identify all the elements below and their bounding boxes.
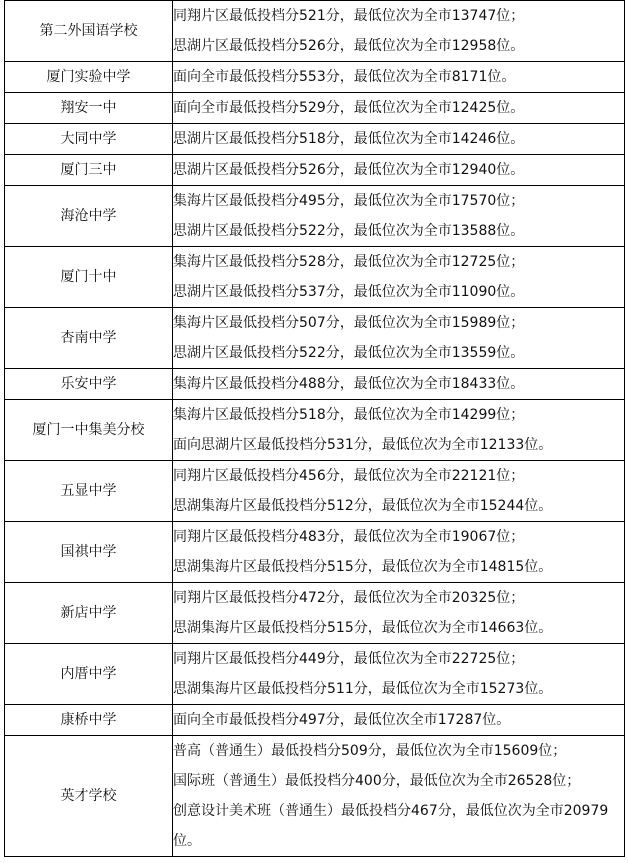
score-detail-cell [173, 93, 625, 124]
score-line: 思湖片区最低投档分518分，最低位次为全市14246位。 [173, 131, 525, 147]
score-line: 国际班（普通生）最低投档分400分，最低位次为全市26528位； [173, 773, 581, 789]
school-name-cell: 厦门实验中学 [5, 62, 173, 93]
score-detail-cell [173, 155, 625, 186]
score-line: 面向全市最低投档分497分，最低位次全市17287位。 [173, 712, 511, 728]
school-name-cell: 新店中学 [5, 583, 173, 644]
score-detail-cell [173, 1, 625, 62]
school-name-cell: 海沧中学 [5, 186, 173, 247]
score-line: 思湖片区最低投档分526分，最低位次为全市12940位。 [173, 162, 525, 178]
table-row [5, 124, 625, 155]
score-line: 思湖集海片区最低投档分515分，最低位次为全市14663位。 [173, 620, 553, 636]
table-row [5, 644, 625, 705]
score-line: 思湖集海片区最低投档分511分，最低位次为全市15273位。 [173, 681, 553, 697]
score-line: 集海片区最低投档分507分，最低位次为全市15989位； [173, 315, 525, 331]
score-line: 面向全市最低投档分529分，最低位次为全市12425位。 [173, 100, 525, 116]
school-name-cell: 国祺中学 [5, 522, 173, 583]
score-detail-cell [173, 644, 625, 705]
score-line: 同翔片区最低投档分456分，最低位次为全市22121位； [173, 468, 525, 484]
table-row [5, 705, 625, 736]
score-detail-cell [173, 705, 625, 736]
table-row [5, 308, 625, 369]
table-body [5, 1, 625, 857]
score-line: 创意设计美术班（普通生）最低投档分467分，最低位次为全市20979位。 [173, 803, 609, 849]
school-name-cell: 内厝中学 [5, 644, 173, 705]
score-line: 同翔片区最低投档分521分，最低位次为全市13747位； [173, 8, 525, 24]
score-detail-cell [173, 461, 625, 522]
school-name-cell: 第二外国语学校 [5, 1, 173, 62]
score-line: 同翔片区最低投档分472分，最低位次为全市20325位； [173, 590, 525, 606]
table-row [5, 1, 625, 62]
school-name-cell: 五显中学 [5, 461, 173, 522]
score-detail-cell [173, 400, 625, 461]
table-row [5, 461, 625, 522]
score-detail-cell [173, 186, 625, 247]
score-line: 普高（普通生）最低投档分509分，最低位次为全市15609位； [173, 743, 567, 759]
school-name-cell: 大同中学 [5, 124, 173, 155]
school-name-cell: 康桥中学 [5, 705, 173, 736]
school-name-cell: 乐安中学 [5, 369, 173, 400]
score-detail-cell [173, 124, 625, 155]
table-row [5, 62, 625, 93]
score-detail-cell [173, 369, 625, 400]
table-row [5, 400, 625, 461]
score-line: 集海片区最低投档分495分，最低位次为全市17570位； [173, 193, 525, 209]
school-name-cell: 厦门三中 [5, 155, 173, 186]
score-line: 集海片区最低投档分528分，最低位次为全市12725位； [173, 254, 525, 270]
score-line: 同翔片区最低投档分449分，最低位次为全市22725位； [173, 651, 525, 667]
score-line: 同翔片区最低投档分483分，最低位次为全市19067位； [173, 529, 525, 545]
score-line: 面向思湖片区最低投档分531分，最低位次为全市12133位。 [173, 437, 553, 453]
school-name-cell: 翔安一中 [5, 93, 173, 124]
score-line: 面向全市最低投档分553分，最低位次为全市8171位。 [173, 69, 516, 85]
school-name-cell: 英才学校 [5, 736, 173, 857]
score-detail-cell [173, 583, 625, 644]
score-line: 思湖集海片区最低投档分512分，最低位次为全市15244位。 [173, 498, 553, 514]
score-line: 思湖集海片区最低投档分515分，最低位次为全市14815位。 [173, 559, 553, 575]
table-row [5, 186, 625, 247]
score-detail-cell [173, 522, 625, 583]
score-detail-cell [173, 736, 625, 857]
score-line: 思湖片区最低投档分522分，最低位次为全市13559位。 [173, 345, 525, 361]
table-row [5, 369, 625, 400]
table-row [5, 583, 625, 644]
table-row [5, 247, 625, 308]
score-line: 思湖片区最低投档分522分，最低位次为全市13588位。 [173, 223, 525, 239]
table-row [5, 155, 625, 186]
score-detail-cell [173, 308, 625, 369]
table-row [5, 93, 625, 124]
score-detail-cell [173, 247, 625, 308]
table-row [5, 736, 625, 857]
school-name-cell: 厦门十中 [5, 247, 173, 308]
score-line: 集海片区最低投档分488分，最低位次为全市18433位。 [173, 376, 525, 392]
score-detail-cell [173, 62, 625, 93]
school-name-cell: 杏南中学 [5, 308, 173, 369]
table-row [5, 522, 625, 583]
score-line: 思湖片区最低投档分537分，最低位次为全市11090位。 [173, 284, 525, 300]
admission-score-table [4, 0, 625, 857]
score-line: 思湖片区最低投档分526分，最低位次为全市12958位。 [173, 38, 525, 54]
school-name-cell: 厦门一中集美分校 [5, 400, 173, 461]
score-line: 集海片区最低投档分518分，最低位次为全市14299位； [173, 407, 525, 423]
